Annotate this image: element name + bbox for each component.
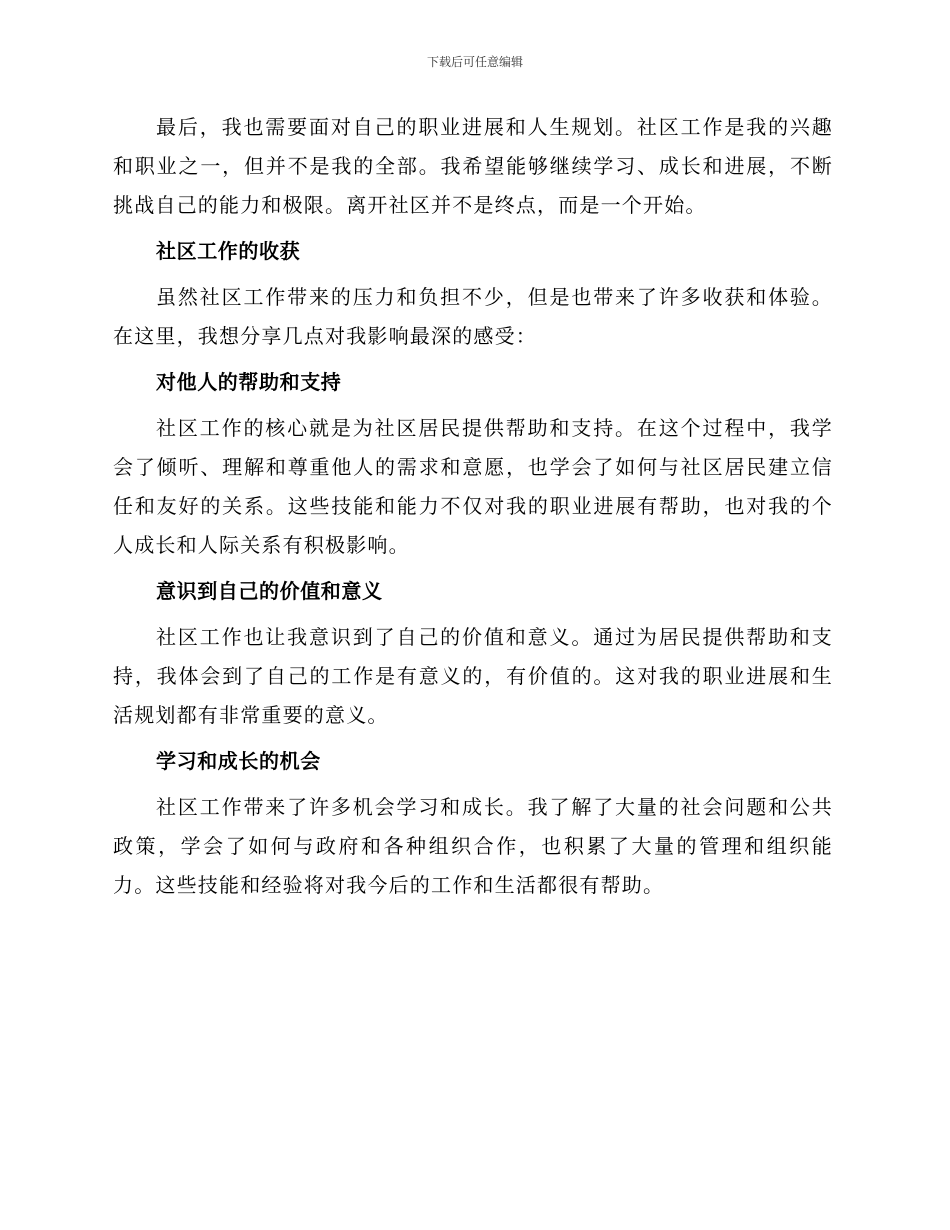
paragraph-self-value: 社区工作也让我意识到了自己的价值和意义。通过为居民提供帮助和支持，我体会到了自己的工作是有意义的，有价值的。这对我的职业进展和生活规划都有非常重要的意义。: [113, 625, 833, 727]
document-body: [113, 108, 833, 912]
paragraph-career-planning: 最后，我也需要面对自己的职业进展和人生规划。社区工作是我的兴趣和职业之一，但并不是我的全部。我希望能够继续学习、成长和进展，不断挑战自己的能力和极限。离开社区并不是终点，而是一个开始。: [113, 115, 833, 217]
heading-helping-others: 对他人的帮助和支持: [156, 370, 342, 394]
paragraph-learning-growth: 社区工作带来了许多机会学习和成长。我了解了大量的社会问题和公共政策，学会了如何与政府和各种组织合作，也积累了大量的管理和组织能力。这些技能和经验将对我今后的工作和生活都很有帮助。: [113, 795, 833, 897]
heading-learning-growth: 学习和成长的机会: [156, 749, 321, 773]
heading-self-value: 意识到自己的价值和意义: [156, 579, 383, 603]
paragraph-helping-others: 社区工作的核心就是为社区居民提供帮助和支持。在这个过程中，我学会了倾听、理解和尊重他人的需求和意愿，也学会了如何与社区居民建立信任和友好的关系。这些技能和能力不仅对我的职业进展有帮助，也对我的个人成长和人际关系有积极影响。: [113, 416, 833, 557]
paragraph-gains-intro: 虽然社区工作带来的压力和负担不少，但是也带来了许多收获和体验。在这里，我想分享几点对我影响最深的感受：: [113, 285, 833, 348]
page-header: 下载后可任意编辑: [426, 55, 523, 69]
heading-gains: 社区工作的收获: [156, 239, 301, 263]
